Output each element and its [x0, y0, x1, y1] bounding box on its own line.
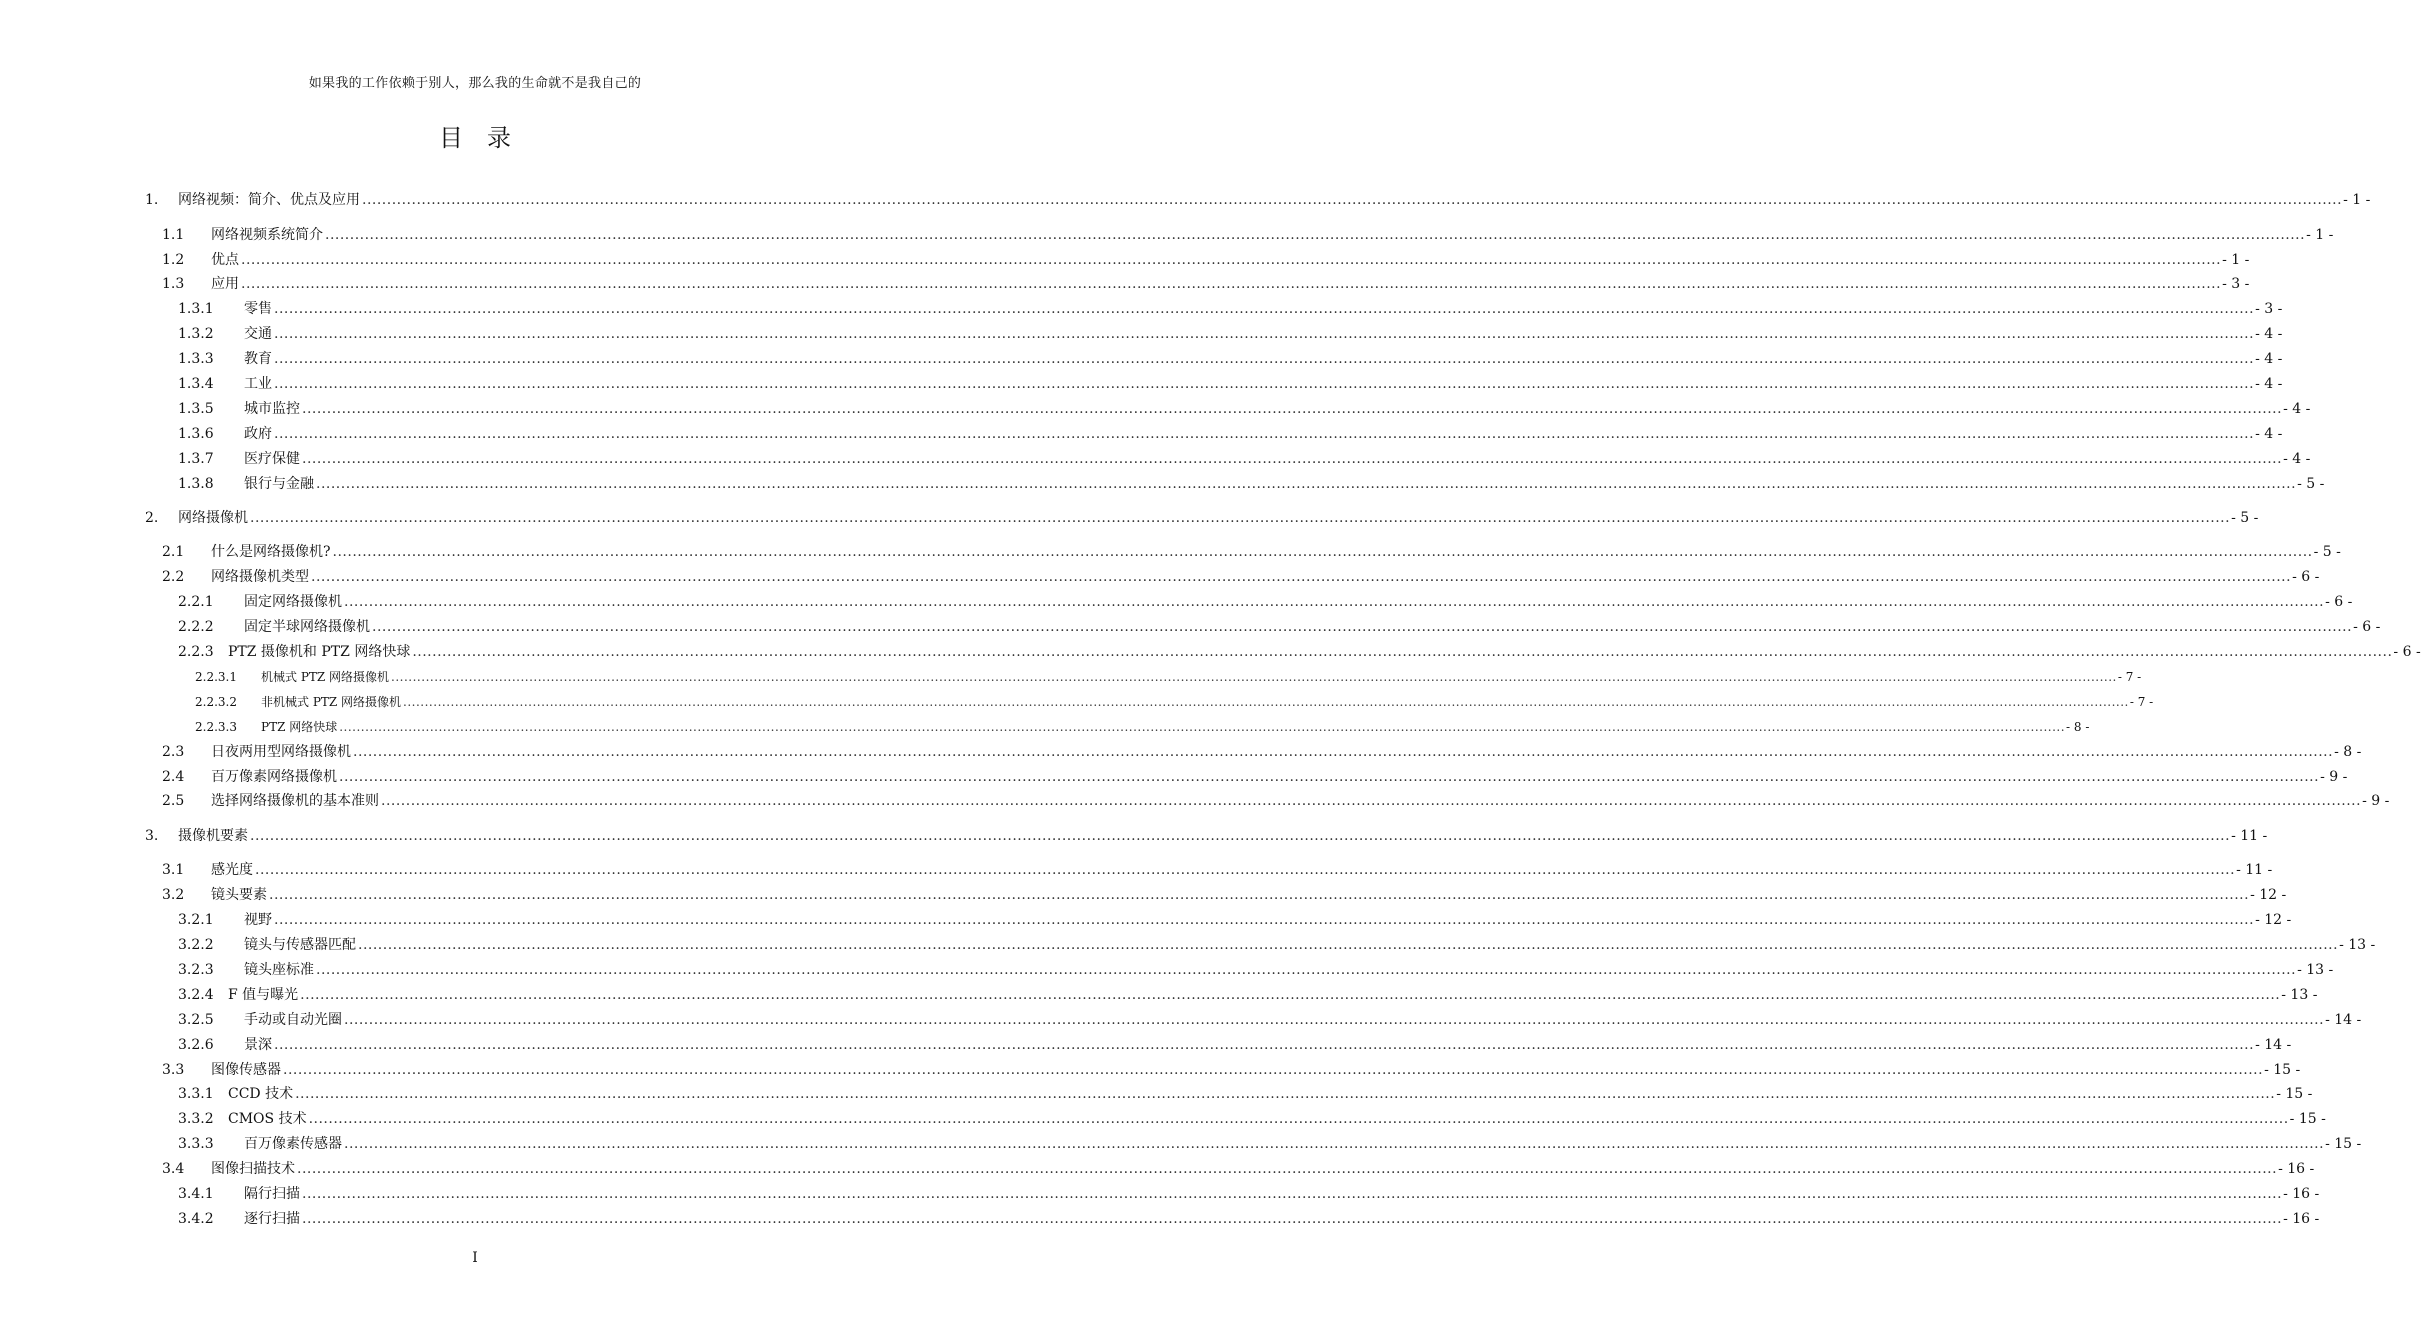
toc-entry-page: - 8 -	[2334, 744, 2362, 760]
toc-entry-page: - 15 -	[2264, 1062, 2301, 1078]
toc-entry[interactable]	[0, 765, 2348, 789]
dot-leader: ................................................................................................................................................................................................................................................................................................................................................................................................................	[302, 1186, 2283, 1202]
page-title: 目录	[439, 124, 535, 152]
toc-entry-page: - 7 -	[2129, 695, 2154, 709]
toc-entry[interactable]	[0, 540, 2341, 564]
toc-entry[interactable]	[0, 1058, 2301, 1082]
toc-entry-page: - 4 -	[2283, 401, 2311, 417]
toc-entry-title[interactable]: 图像传感器	[211, 1062, 281, 1078]
toc-entry-number: 3.3	[162, 1062, 185, 1078]
dot-leader: ................................................................................................................................................................................................................................................................................................................................................................................................................	[353, 744, 2334, 760]
toc-entry-title[interactable]: 教育	[244, 351, 272, 367]
toc-entry[interactable]	[0, 248, 2250, 272]
toc-entry-page: - 9 -	[2320, 769, 2348, 785]
toc-entry-page: - 6 -	[2325, 594, 2353, 610]
toc-entry-title[interactable]: 固定半球网络摄像机	[244, 619, 370, 635]
toc-entry-title[interactable]: 应用	[211, 276, 239, 292]
toc-entry-title[interactable]: 工业	[244, 376, 272, 392]
toc-entry-page: - 13 -	[2281, 987, 2318, 1003]
dot-leader: ................................................................................................................................................................................................................................................................................................................................................................................................................	[381, 793, 2362, 809]
toc-entry-page: - 5 -	[2297, 476, 2325, 492]
dot-leader: ................................................................................................................................................................................................................................................................................................................................................................................................................	[332, 544, 2313, 560]
dot-leader: ................................................................................................................................................................................................................................................................................................................................................................................................................	[269, 887, 2250, 903]
toc-entry-title[interactable]: 镜头座标准	[244, 962, 314, 978]
toc-entry-number: 3.2.4	[178, 987, 214, 1003]
toc-entry-title[interactable]: 视野	[244, 912, 272, 928]
toc-entry-number: 3.2.6	[178, 1037, 214, 1053]
toc-entry[interactable]	[0, 883, 2287, 907]
toc-entry-page: - 13 -	[2297, 962, 2334, 978]
toc-entry-page: - 13 -	[2339, 937, 2376, 953]
toc-entry[interactable]	[0, 824, 2268, 848]
dot-leader: ................................................................................................................................................................................................................................................................................................................................................................................................................	[362, 192, 2343, 208]
dot-leader: ................................................................................................................................................................................................................................................................................................................................................................................................................	[302, 1211, 2283, 1227]
toc-entry-page: - 5 -	[2313, 544, 2341, 560]
dot-leader: ................................................................................................................................................................................................................................................................................................................................................................................................................	[325, 227, 2306, 243]
toc-entry-number: 3.4	[162, 1161, 185, 1177]
toc-entry[interactable]	[0, 1033, 2292, 1057]
toc-entry-page: - 4 -	[2255, 326, 2283, 342]
toc-entry-title[interactable]: 日夜两用型网络摄像机	[211, 744, 351, 760]
dot-leader: ................................................................................................................................................................................................................................................................................................................................................................................................................	[316, 476, 2297, 492]
dot-leader: ................................................................................................................................................................................................................................................................................................................................................................................................................	[344, 594, 2325, 610]
toc-entry-number: 2.4	[162, 769, 185, 785]
toc-entry[interactable]	[0, 933, 2376, 957]
dot-leader: ................................................................................................................................................................................................................................................................................................................................................................................................................	[339, 769, 2320, 785]
dot-leader: ................................................................................................................................................................................................................................................................................................................................................................................................................	[412, 644, 2393, 660]
toc-entry-page: - 16 -	[2278, 1161, 2315, 1177]
toc-entry[interactable]	[0, 983, 2318, 1007]
toc-entry-page: - 4 -	[2283, 451, 2311, 467]
toc-entry-title[interactable]: 零售	[244, 301, 272, 317]
toc-entry-title[interactable]: 网络视频系统简介	[211, 227, 323, 243]
toc-entry[interactable]	[0, 297, 2283, 321]
toc-entry-number: 1.3.5	[178, 401, 214, 417]
toc-entry-number: 2.2.3	[178, 644, 214, 660]
toc-entry[interactable]	[0, 665, 2142, 689]
toc-entry-number: 2.2.3.3	[195, 720, 237, 734]
dot-leader: ................................................................................................................................................................................................................................................................................................................................................................................................................	[274, 326, 2255, 342]
toc-entry-title[interactable]: F 值与曝光	[228, 987, 299, 1003]
toc-entry-page: - 4 -	[2255, 376, 2283, 392]
toc-entry-number: 1.3.3	[178, 351, 214, 367]
toc-entry-title[interactable]: 什么是网络摄像机?	[211, 544, 331, 560]
dot-leader: ................................................................................................................................................................................................................................................................................................................................................................................................................	[295, 1086, 2276, 1102]
toc-entry-number: 1.3.4	[178, 376, 214, 392]
toc-entry-page: - 3 -	[2222, 276, 2250, 292]
toc-entry-title[interactable]: 选择网络摄像机的基本准则	[211, 793, 379, 809]
toc-entry[interactable]	[0, 188, 2371, 212]
toc-entry[interactable]	[0, 615, 2381, 639]
toc-entry[interactable]	[0, 447, 2311, 471]
toc-entry-number: 1.1	[162, 227, 185, 243]
toc-entry-number: 1.2	[162, 252, 185, 268]
toc-entry-page: - 3 -	[2255, 301, 2283, 317]
dot-leader: ................................................................................................................................................................................................................................................................................................................................................................................................................	[274, 912, 2255, 928]
toc-entry-page: - 6 -	[2292, 569, 2320, 585]
toc-entry-title[interactable]: 网络视频：简介、优点及应用	[178, 192, 360, 208]
toc-entry-page: - 15 -	[2276, 1086, 2313, 1102]
toc-entry-page: - 5 -	[2231, 510, 2259, 526]
toc-entry-title[interactable]: 机械式 PTZ 网络摄像机	[261, 670, 390, 684]
toc-entry-page: - 9 -	[2362, 793, 2390, 809]
toc-entry-page: - 4 -	[2255, 351, 2283, 367]
toc-entry[interactable]	[0, 1107, 2326, 1131]
toc-entry-title[interactable]: 网络摄像机类型	[211, 569, 309, 585]
toc-entry-number: 2.	[145, 510, 159, 526]
toc-entry[interactable]	[0, 472, 2325, 496]
toc-entry[interactable]	[0, 272, 2250, 296]
toc-entry[interactable]	[0, 347, 2283, 371]
dot-leader: ................................................................................................................................................................................................................................................................................................................................................................................................................	[302, 451, 2283, 467]
toc-entry-number: 2.1	[162, 544, 185, 560]
toc-entry-number: 3.3.2	[178, 1111, 214, 1127]
toc-entry-title[interactable]: 优点	[211, 252, 239, 268]
toc-entry-title[interactable]: 图像扫描技术	[211, 1161, 295, 1177]
toc-entry[interactable]	[0, 1008, 2362, 1032]
dot-leader: ................................................................................................................................................................................................................................................................................................................................................................................................................	[283, 1062, 2264, 1078]
toc-entry-number: 1.3.7	[178, 451, 214, 467]
page-number: I	[472, 1250, 478, 1266]
toc-entry-title[interactable]: 镜头与传感器匹配	[244, 937, 356, 953]
toc-entry-number: 3.3.1	[178, 1086, 214, 1102]
toc-entry-title[interactable]: 交通	[244, 326, 272, 342]
toc-entry-number: 1.3	[162, 276, 185, 292]
toc-entry[interactable]	[0, 690, 2154, 714]
toc-entry[interactable]	[0, 1082, 2313, 1106]
toc-entry-page: - 1 -	[2222, 252, 2250, 268]
toc-entry-number: 3.	[145, 828, 159, 844]
toc-entry-title[interactable]: 感光度	[211, 862, 253, 878]
toc-entry-number: 2.3	[162, 744, 185, 760]
toc-entry[interactable]	[0, 640, 2421, 664]
dot-leader: ................................................................................................................................................................................................................................................................................................................................................................................................................	[391, 670, 2117, 684]
toc-entry-number: 1.3.8	[178, 476, 214, 492]
dot-leader: ................................................................................................................................................................................................................................................................................................................................................................................................................	[250, 828, 2231, 844]
dot-leader: ................................................................................................................................................................................................................................................................................................................................................................................................................	[250, 510, 2231, 526]
toc-entry-title[interactable]: 摄像机要素	[178, 828, 248, 844]
toc-entry[interactable]	[0, 1132, 2362, 1156]
dot-leader: ................................................................................................................................................................................................................................................................................................................................................................................................................	[358, 937, 2339, 953]
toc-entry-number: 1.3.6	[178, 426, 214, 442]
toc-entry-page: - 12 -	[2255, 912, 2292, 928]
dot-leader: ................................................................................................................................................................................................................................................................................................................................................................................................................	[308, 1111, 2289, 1127]
toc-entry-title[interactable]: 逐行扫描	[244, 1211, 300, 1227]
toc-entry-title[interactable]: PTZ 摄像机和 PTZ 网络快球	[228, 644, 411, 660]
toc-entry[interactable]	[0, 565, 2320, 589]
toc-entry-page: - 1 -	[2343, 192, 2371, 208]
toc-entry[interactable]	[0, 1207, 2320, 1231]
toc-entry[interactable]	[0, 1157, 2315, 1181]
toc-entry-title[interactable]: 非机械式 PTZ 网络摄像机	[261, 695, 402, 709]
toc-entry-page: - 14 -	[2255, 1037, 2292, 1053]
toc-entry-page: - 6 -	[2353, 619, 2381, 635]
toc-entry-page: - 12 -	[2250, 887, 2287, 903]
page-header-motto: 如果我的工作依赖于别人，那么我的生命就不是我自己的	[308, 76, 642, 91]
toc-entry[interactable]	[0, 715, 2090, 739]
dot-leader: ................................................................................................................................................................................................................................................................................................................................................................................................................	[311, 569, 2292, 585]
toc-entry-title[interactable]: 隔行扫描	[244, 1186, 300, 1202]
toc-entry-number: 3.2.5	[178, 1012, 214, 1028]
toc-entry-number: 2.2.3.2	[195, 695, 237, 709]
toc-entry[interactable]	[0, 223, 2334, 247]
toc-entry-title[interactable]: 镜头要素	[211, 887, 267, 903]
toc-entry-number: 2.2	[162, 569, 185, 585]
toc-entry[interactable]	[0, 908, 2292, 932]
toc-entry-number: 2.2.1	[178, 594, 214, 610]
toc-entry-title[interactable]: 固定网络摄像机	[244, 594, 342, 610]
toc-entry[interactable]	[0, 740, 2362, 764]
dot-leader: ................................................................................................................................................................................................................................................................................................................................................................................................................	[255, 862, 2236, 878]
toc-entry-title[interactable]: 银行与金融	[244, 476, 314, 492]
toc-entry[interactable]	[0, 372, 2283, 396]
toc-entry-number: 3.1	[162, 862, 185, 878]
toc-entry-title[interactable]: 网络摄像机	[178, 510, 248, 526]
dot-leader: ................................................................................................................................................................................................................................................................................................................................................................................................................	[297, 1161, 2278, 1177]
toc-entry-title[interactable]: 百万像素网络摄像机	[211, 769, 337, 785]
dot-leader: ................................................................................................................................................................................................................................................................................................................................................................................................................	[316, 962, 2297, 978]
toc-entry-number: 3.3.3	[178, 1136, 214, 1152]
dot-leader: ................................................................................................................................................................................................................................................................................................................................................................................................................	[403, 695, 2129, 709]
toc-entry-page: - 15 -	[2289, 1111, 2326, 1127]
toc-entry-title[interactable]: 政府	[244, 426, 272, 442]
toc-entry[interactable]	[0, 1182, 2320, 1206]
toc-entry-number: 1.3.2	[178, 326, 214, 342]
toc-entry-title[interactable]: 医疗保健	[244, 451, 300, 467]
dot-leader: ................................................................................................................................................................................................................................................................................................................................................................................................................	[274, 426, 2255, 442]
dot-leader: ................................................................................................................................................................................................................................................................................................................................................................................................................	[241, 252, 2222, 268]
toc-entry-title[interactable]: PTZ 网络快球	[261, 720, 338, 734]
toc-entry[interactable]	[0, 506, 2259, 530]
toc-entry-number: 1.3.1	[178, 301, 214, 317]
toc-entry-number: 3.2	[162, 887, 185, 903]
toc-entry-page: - 8 -	[2066, 720, 2090, 734]
toc-entry-number: 3.2.2	[178, 937, 214, 953]
toc-entry-number: 3.2.1	[178, 912, 214, 928]
toc-entry[interactable]	[0, 322, 2283, 346]
toc-entry[interactable]	[0, 858, 2273, 882]
dot-leader: ................................................................................................................................................................................................................................................................................................................................................................................................................	[339, 720, 2066, 734]
toc-entry-number: 2.5	[162, 793, 185, 809]
toc-entry-number: 2.2.2	[178, 619, 214, 635]
toc-entry-title[interactable]: 手动或自动光圈	[244, 1012, 342, 1028]
toc-entry[interactable]	[0, 958, 2334, 982]
toc-entry[interactable]	[0, 590, 2353, 614]
dot-leader: ................................................................................................................................................................................................................................................................................................................................................................................................................	[274, 376, 2255, 392]
toc-entry-page: - 14 -	[2325, 1012, 2362, 1028]
toc-entry-title[interactable]: CCD 技术	[228, 1086, 294, 1102]
dot-leader: ................................................................................................................................................................................................................................................................................................................................................................................................................	[274, 301, 2255, 317]
toc-entry-page: - 11 -	[2231, 828, 2268, 844]
toc-entry-number: 3.2.3	[178, 962, 214, 978]
dot-leader: ................................................................................................................................................................................................................................................................................................................................................................................................................	[302, 401, 2283, 417]
toc-entry-page: - 11 -	[2236, 862, 2273, 878]
toc-entry[interactable]	[0, 397, 2311, 421]
dot-leader: ................................................................................................................................................................................................................................................................................................................................................................................................................	[274, 1037, 2255, 1053]
toc-entry-page: - 16 -	[2283, 1186, 2320, 1202]
toc-entry[interactable]	[0, 422, 2283, 446]
toc-entry-page: - 16 -	[2283, 1211, 2320, 1227]
toc-entry-title[interactable]: 百万像素传感器	[244, 1136, 342, 1152]
toc-entry-page: - 7 -	[2117, 670, 2142, 684]
toc-entry-title[interactable]: 景深	[244, 1037, 272, 1053]
toc-entry-page: - 15 -	[2325, 1136, 2362, 1152]
dot-leader: ................................................................................................................................................................................................................................................................................................................................................................................................................	[241, 276, 2222, 292]
toc-entry-title[interactable]: 城市监控	[244, 401, 300, 417]
toc-entry-number: 3.4.2	[178, 1211, 214, 1227]
toc-entry-number: 3.4.1	[178, 1186, 214, 1202]
dot-leader: ................................................................................................................................................................................................................................................................................................................................................................................................................	[344, 1012, 2325, 1028]
toc-entry-page: - 4 -	[2255, 426, 2283, 442]
toc-entry-page: - 6 -	[2393, 644, 2421, 660]
toc-entry-number: 2.2.3.1	[195, 670, 237, 684]
toc-entry-number: 1.	[145, 192, 159, 208]
dot-leader: ................................................................................................................................................................................................................................................................................................................................................................................................................	[372, 619, 2353, 635]
dot-leader: ................................................................................................................................................................................................................................................................................................................................................................................................................	[300, 987, 2281, 1003]
toc-entry-title[interactable]: CMOS 技术	[228, 1111, 307, 1127]
dot-leader: ................................................................................................................................................................................................................................................................................................................................................................................................................	[274, 351, 2255, 367]
dot-leader: ................................................................................................................................................................................................................................................................................................................................................................................................................	[344, 1136, 2325, 1152]
toc-entry[interactable]	[0, 789, 2390, 813]
toc-entry-page: - 1 -	[2306, 227, 2334, 243]
